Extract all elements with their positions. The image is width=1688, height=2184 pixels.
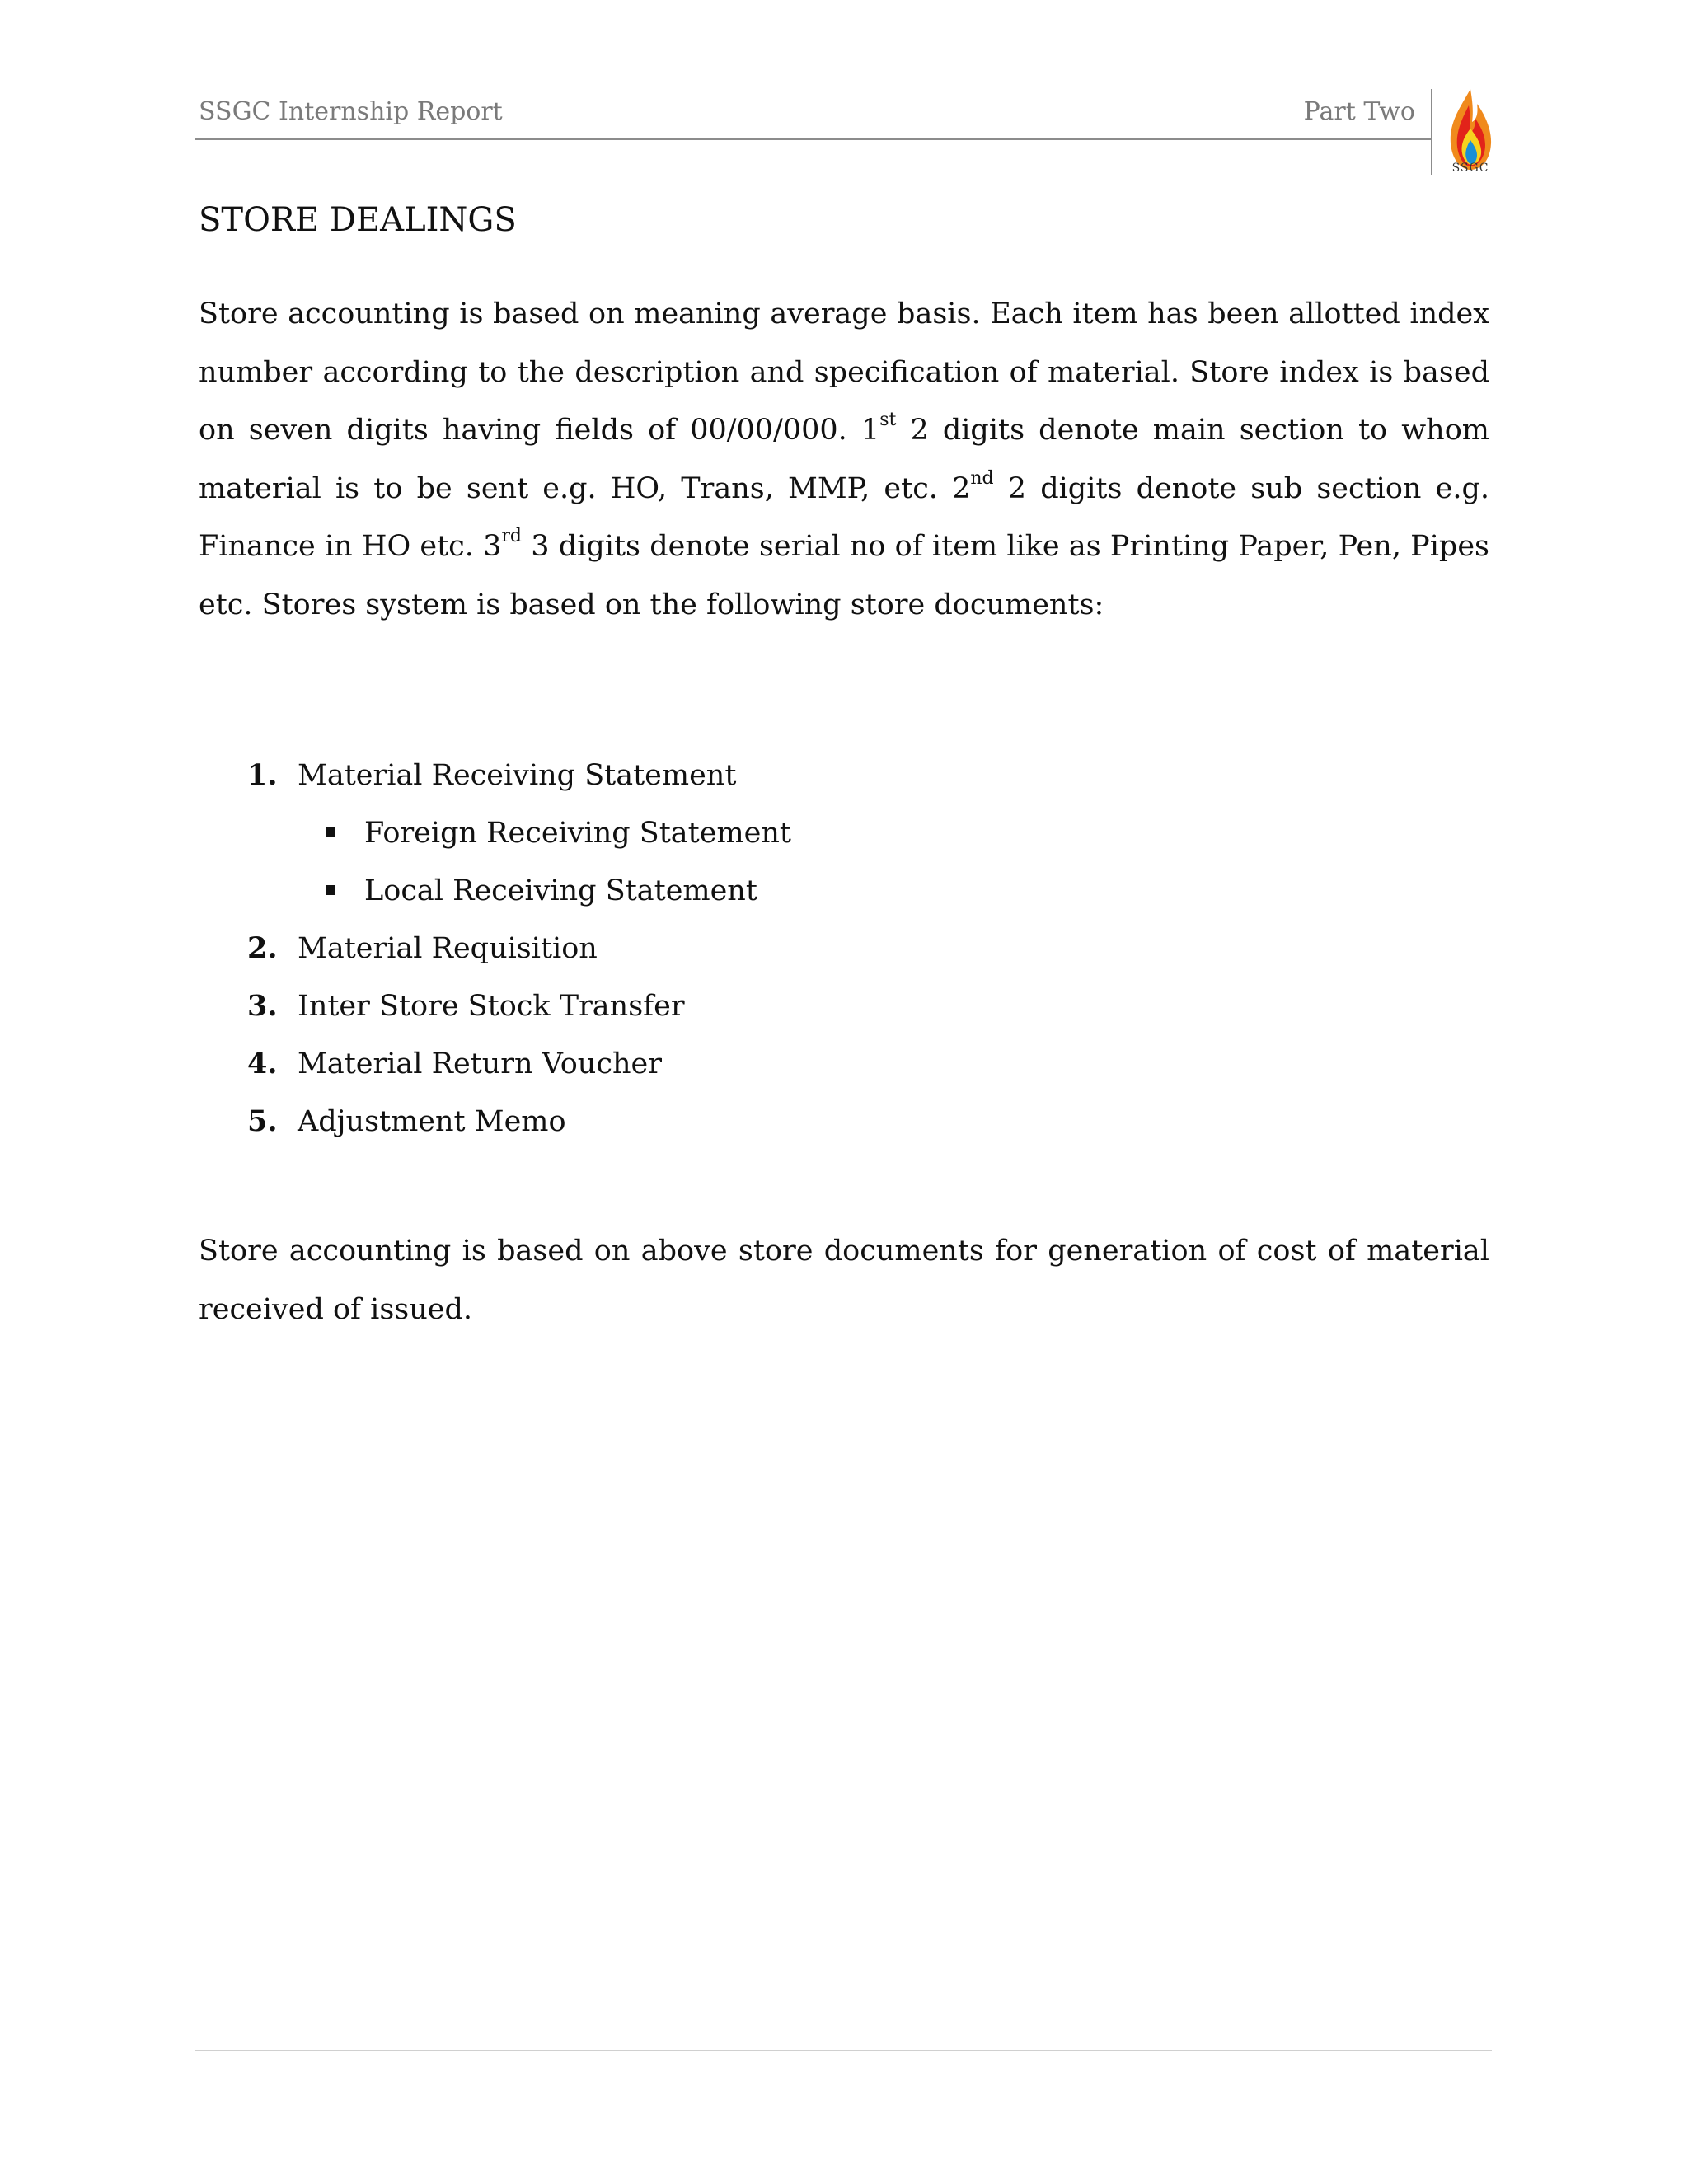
header-report-title: SSGC Internship Report [199, 97, 503, 126]
ordinal-suffix-1: st [879, 410, 897, 431]
list-number: 5. [247, 1104, 278, 1138]
header-divider [195, 138, 1432, 140]
closing-paragraph: Store accounting is based on above store documents for generation of cost of material received of issued. [199, 1235, 1489, 1326]
sub-list-label: Foreign Receiving Statement [364, 817, 791, 850]
ordinal-suffix-2: nd [970, 467, 994, 489]
intro-text-3: 2 digits denote sub section e.g. Finance in HO etc. 3 [199, 471, 1489, 563]
list-label: Material Receiving Statement [298, 759, 737, 792]
square-bullet-icon [326, 827, 335, 837]
list-number: 4. [247, 1047, 278, 1080]
list-number: 1. [247, 758, 278, 792]
sub-list-label: Local Receiving Statement [364, 874, 757, 907]
footer-divider [195, 2050, 1492, 2051]
intro-text-2: 2 digits denote main section to whom material is to be sent e.g. HO, Trans, MMP, etc. 2 [199, 414, 1489, 505]
list-label: Inter Store Stock Transfer [298, 990, 685, 1023]
intro-paragraph [199, 285, 1489, 634]
header-part-label: Part Two [1303, 97, 1415, 126]
intro-text-4: 3 digits denote serial no of item like as Printing Paper, Pen, Pipes etc. Stores system is based on the following store documents: [199, 530, 1489, 621]
ordinal-suffix-3: rd [501, 526, 523, 547]
list-label: Adjustment Memo [298, 1105, 566, 1138]
list-label: Material Requisition [298, 932, 598, 965]
list-label: Material Return Voucher [298, 1047, 662, 1080]
list-number: 2. [247, 931, 278, 965]
intro-text-1: Store accounting is based on meaning average basis. Each item has been allotted index number according to the description and specification of material. Store index is based on seven digits having fields of 00/00/000. 1 [199, 298, 1489, 447]
list-number: 3. [247, 989, 278, 1023]
logo-caption: SSGC [1451, 162, 1489, 175]
header-vertical-divider [1431, 89, 1432, 175]
square-bullet-icon [326, 885, 335, 895]
section-heading: STORE DEALINGS [199, 201, 517, 239]
